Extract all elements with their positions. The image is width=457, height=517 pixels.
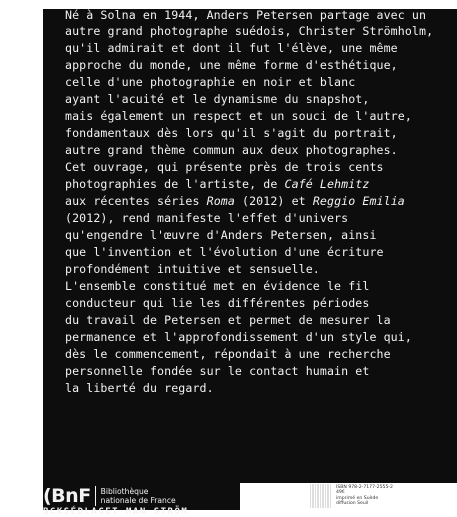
bnf-logo bbox=[43, 485, 176, 507]
blurb-line bbox=[65, 194, 405, 208]
bnf-logo-mark: (BnF bbox=[43, 485, 91, 507]
blurb-line: fondamentaux dès lors qu'il s'agit du portrait, bbox=[65, 126, 398, 140]
barcode-label bbox=[240, 483, 457, 510]
blurb-line: autre grand photographe suédois, Christer Strömholm, bbox=[65, 24, 434, 38]
blurb-line: dès le commencement, répondait à une recherche bbox=[65, 347, 391, 361]
blurb-line: la liberté du regard. bbox=[65, 381, 214, 395]
blurb-line bbox=[65, 177, 369, 191]
bnf-logo-line2: nationale de France bbox=[100, 496, 176, 505]
blurb-line: qu'engendre l'œuvre d'Anders Petersen, ainsi bbox=[65, 228, 377, 242]
blurb-line-text: photographies de l'artiste, de bbox=[65, 177, 285, 191]
isbn-text: ISBN 978-2-7177-2555-2 bbox=[336, 485, 393, 490]
blurb-line: qu'il admirait et dont il fut l'élève, une même bbox=[65, 41, 398, 55]
cut-off-publisher-text: BCKSÉDLAGET MAN STRÖM bbox=[43, 507, 189, 517]
blurb-line: du travail de Petersen et permet de mesurer la bbox=[65, 313, 391, 327]
blurb-line: (2012), rend manifeste l'effet d'univers bbox=[65, 211, 349, 225]
blurb-line: L'ensemble constitué met en évidence le fil bbox=[65, 279, 370, 293]
book-back-cover bbox=[43, 8, 457, 517]
barcode-icon bbox=[310, 484, 332, 508]
blurb-line: conducteur qui lie les différentes périodes bbox=[65, 296, 370, 310]
distribution-text: diffusion Seuil bbox=[336, 501, 369, 507]
barcode-text bbox=[336, 485, 393, 507]
blurb-line: mais également un respect et un souci de l'autre, bbox=[65, 109, 412, 123]
blurb-line: profondément intuitive et sensuelle. bbox=[65, 262, 320, 276]
printing-text: imprimé en Suède bbox=[336, 495, 379, 501]
logo-divider bbox=[95, 486, 96, 506]
price-text: 49€ bbox=[336, 490, 345, 496]
blurb-line: ayant l'acuité et le dynamisme du snapshot, bbox=[65, 92, 370, 106]
bnf-logo-line1: Bibliothèque bbox=[100, 487, 149, 496]
blurb-line: Né à Solna en 1944, Anders Petersen partage avec un bbox=[65, 8, 427, 22]
blurb-line: personnelle fondée sur le contact humain et bbox=[65, 364, 370, 378]
blurb-line-text: (2012) et bbox=[234, 194, 313, 208]
blurb-line: que l'invention et l'évolution d'une écriture bbox=[65, 245, 384, 259]
blurb-line: Cet ouvrage, qui présente près de trois cents bbox=[65, 160, 384, 174]
blurb-line: autre grand thème commun aux deux photographes. bbox=[65, 143, 398, 157]
blurb-line: permanence et l'approfondissement d'un style qui, bbox=[65, 330, 412, 344]
title-roma: Roma bbox=[206, 194, 235, 208]
blurb-line: approche du monde, une même forme d'esthétique, bbox=[65, 58, 398, 72]
blurb-line: celle d'une photographie en noir et blanc bbox=[65, 75, 356, 89]
title-reggio-emilia: Reggio Emilia bbox=[312, 194, 405, 208]
title-cafe-lehmitz: Café Lehmitz bbox=[284, 177, 370, 191]
bnf-logo-text bbox=[101, 487, 176, 505]
blurb-line-text: aux récentes séries bbox=[65, 194, 207, 208]
